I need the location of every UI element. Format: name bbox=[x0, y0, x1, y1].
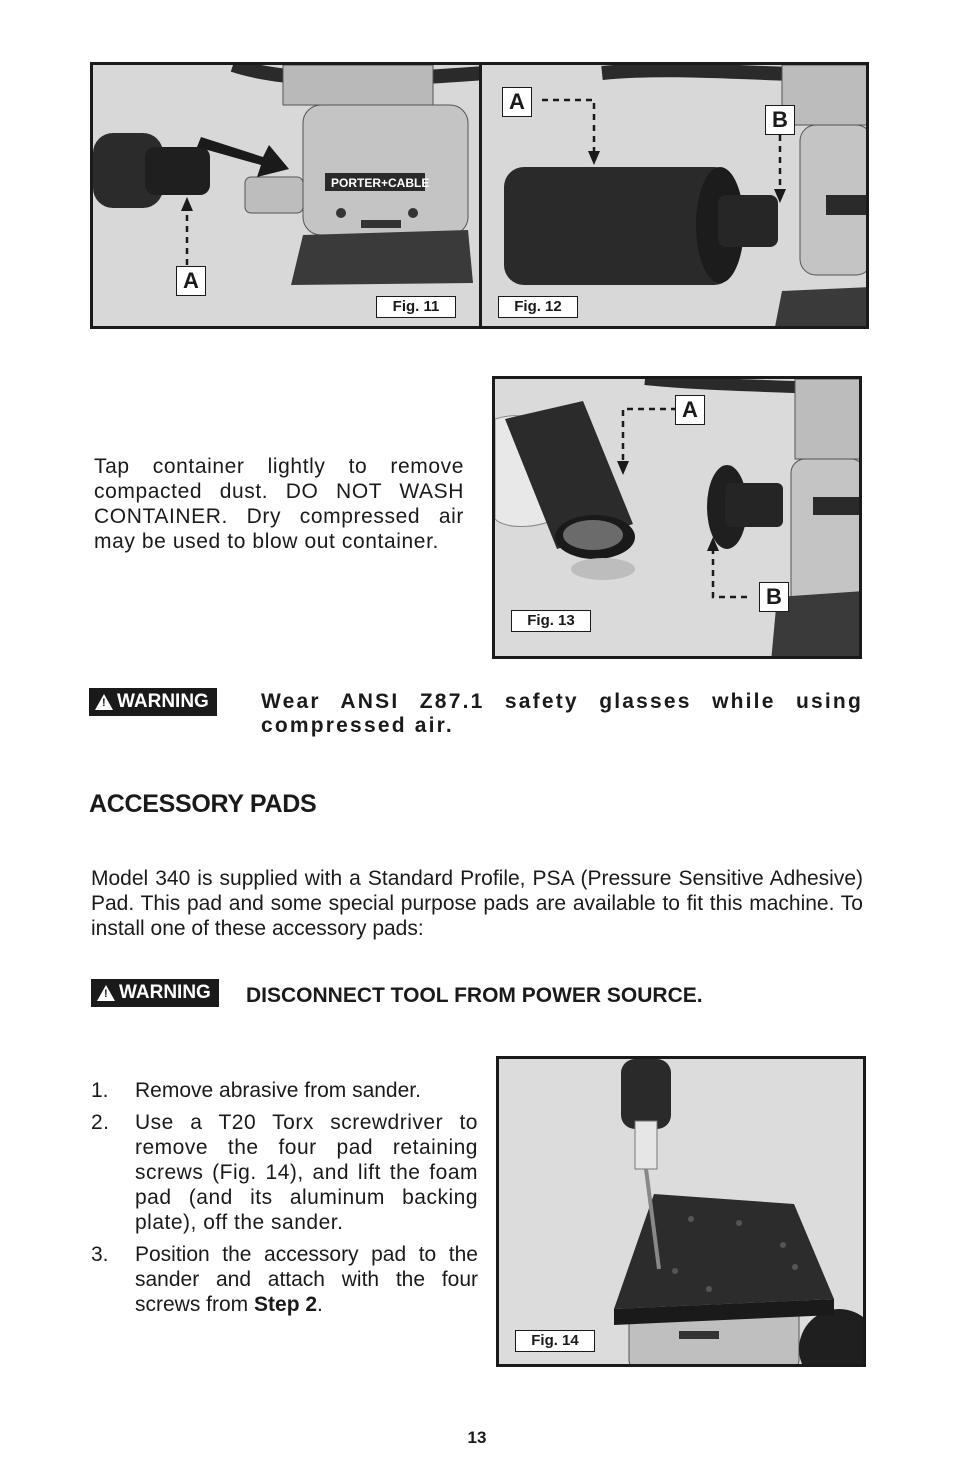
step-number: 3. bbox=[91, 1243, 109, 1266]
callout-a: A bbox=[502, 87, 532, 117]
step-text: Use a T20 Torx screwdriver to remove the four pad retaining screws (Fig. 14), and lift the foam pad (and its aluminum backing plate), off the sander. bbox=[135, 1111, 478, 1234]
warning-triangle-icon: ! bbox=[97, 985, 115, 1001]
warning-badge bbox=[91, 979, 219, 1007]
step-text: Position the accessory pad to the sander and attach with the four screws from Step 2. bbox=[135, 1243, 478, 1316]
figure-11 bbox=[90, 62, 482, 329]
callout-b: B bbox=[765, 105, 795, 135]
figure-12 bbox=[479, 62, 869, 329]
fig11-label: Fig. 11 bbox=[376, 296, 456, 318]
fig13-label: Fig. 13 bbox=[511, 610, 591, 632]
warning-badge bbox=[89, 688, 217, 716]
step-number: 2. bbox=[91, 1111, 110, 1134]
list-item bbox=[91, 1078, 478, 1103]
figure-13 bbox=[492, 376, 862, 659]
warning-badge-label: WARNING bbox=[117, 691, 209, 712]
fig12-photo bbox=[482, 65, 869, 329]
warning-badge-label: WARNING bbox=[119, 982, 211, 1003]
warning-text: Wear ANSI Z87.1 safety glasses while using compressed air. bbox=[261, 690, 863, 737]
fig14-label: Fig. 14 bbox=[515, 1330, 595, 1352]
steps-list bbox=[91, 1078, 478, 1324]
list-item bbox=[91, 1110, 478, 1235]
page-number: 13 bbox=[467, 1428, 487, 1447]
section-heading: ACCESSORY PADS bbox=[89, 790, 317, 818]
section-paragraph: Model 340 is supplied with a Standard Profile, PSA (Pressure Sensitive Adhesive) Pad. This pad and some special purpose pads are available to fit this machine. To install one of these accessory pads: bbox=[91, 867, 863, 940]
intro-paragraph: Tap container lightly to remove compacted dust. DO NOT WASH CONTAINER. Dry compressed air may be used to blow out container. bbox=[94, 455, 464, 553]
figure-14 bbox=[496, 1056, 866, 1367]
step-text: Remove abrasive from sander. bbox=[135, 1079, 421, 1102]
callout-a: A bbox=[675, 395, 705, 425]
callout-b: B bbox=[759, 582, 789, 612]
list-item bbox=[91, 1242, 478, 1317]
warning-triangle-icon: ! bbox=[95, 694, 113, 710]
callout-a: A bbox=[176, 266, 206, 296]
warning-text: DISCONNECT TOOL FROM POWER SOURCE. bbox=[246, 984, 703, 1007]
fig12-label: Fig. 12 bbox=[498, 296, 578, 318]
fig11-photo bbox=[93, 65, 482, 329]
step-number: 1. bbox=[91, 1079, 109, 1102]
brand-marking: PORTER+CABLE bbox=[331, 176, 430, 190]
fig14-photo bbox=[499, 1059, 866, 1367]
